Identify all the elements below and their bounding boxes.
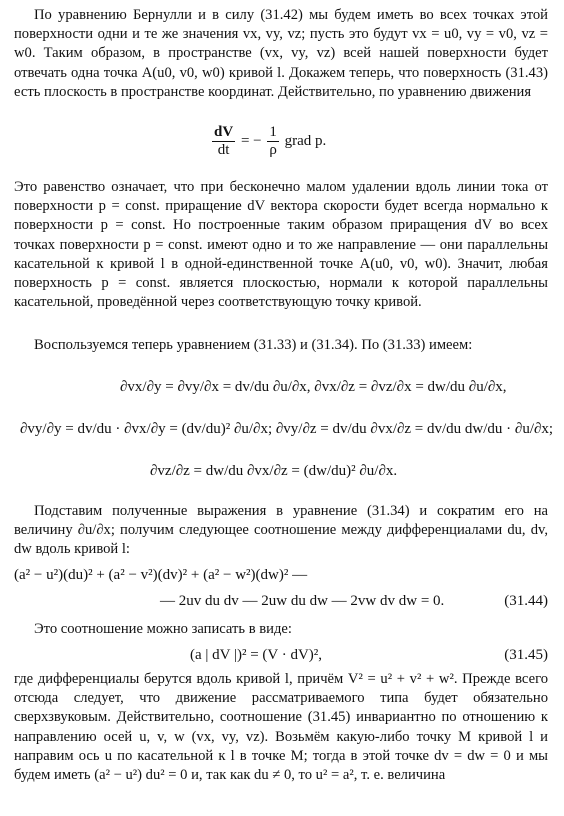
equation-row-3: ∂vz/∂z = dw/du ∂vx/∂z = (dw/du)² ∂u/∂x. bbox=[150, 463, 398, 479]
paragraph-5: Это соотношение можно записать в виде: bbox=[34, 621, 292, 637]
equation-31-45: (a | dV |)² = (V · dV)², bbox=[190, 647, 323, 663]
paragraph-1: По уравнению Бернулли и в силу (31.42) мы будем иметь во всех точках этой поверхности одни и те же значения vx, vy, vz; пусть это будут vx = u0, vy = v0, vz = w0. Таким образом, в пространстве (vx, vy, vz) всей нашей поверхности будет отвечать одна точка A(u0, v0, w0) кривой l. Докажем теперь, что поверхность (31.43) есть плоскость в пространстве координат. Действительно, по уравнению движения bbox=[14, 7, 548, 100]
equation-motion: $\frac{dV}{dt}$ = − $\frac{1}{\rho}$ grad p. bbox=[214, 124, 327, 158]
paragraph-2: Это равенство означает, что при бесконечно малом удалении вдоль линии тока от поверхности p = const. приращение dV вектора скорости будет всегда нормально к поверхности p = const. Но построенные таким образом приращения dV во всех точках поверхности p = const. имеют одно и то же направление — они параллельны касательной к кривой l в одной-единственной точке A(u0, v0, w0). Значит, любая поверхность p = const. является плоскостью, нормали к которой параллельны касательной, проведённой через соответствующую точку кривой. bbox=[14, 179, 548, 311]
equation-number-31-44: (31.44) bbox=[504, 593, 548, 609]
equation-row-1: ∂vx/∂y = ∂vy/∂x = dv/du ∂u/∂x, ∂vx/∂z = ∂vz/∂x = dw/du ∂u/∂x, bbox=[120, 379, 507, 395]
paragraph-4: Подставим полученные выражения в уравнение (31.34) и сократим его на величину ∂u/∂x; получим следующее соотношение между дифференциалами du, dv, dw вдоль кривой l: bbox=[14, 503, 548, 558]
paragraph-6: где дифференциалы берутся вдоль кривой l, причём V² = u² + v² + w². Прежде всего отсюда следует, что движение рассматриваемого типа будет обязательно сверхзвуковым. Действительно, соотношение (31.45) инвариантно по отношению к направлению осей u, v, w (vx, vy, vz). Возьмём какую-либо точку M кривой l и направим ось u по касательной к l в точке M; тогда в этой точке dv = dw = 0 и мы будем иметь (a² − u²) du² = 0 и, так как du ≠ 0, то u² = a², т. е. величина bbox=[14, 671, 548, 784]
paragraph-3: Воспользуемся теперь уравнением (31.33) и (31.34). По (31.33) имеем: bbox=[34, 337, 473, 353]
equation-31-44-line1: (a² − u²)(du)² + (a² − v²)(dv)² + (a² − w²)(dw)² — bbox=[14, 567, 308, 583]
equation-row-2: ∂vy/∂y = dv/du · ∂vx/∂y = (dv/du)² ∂u/∂x; ∂vy/∂z = dv/du ∂vx/∂z = dv/du dw/du · ∂u/∂x; bbox=[20, 421, 554, 437]
equation-number-31-45: (31.45) bbox=[504, 647, 548, 663]
equation-31-44-line2: — 2uv du dv — 2uw du dw — 2vw dv dw = 0. bbox=[160, 593, 445, 609]
